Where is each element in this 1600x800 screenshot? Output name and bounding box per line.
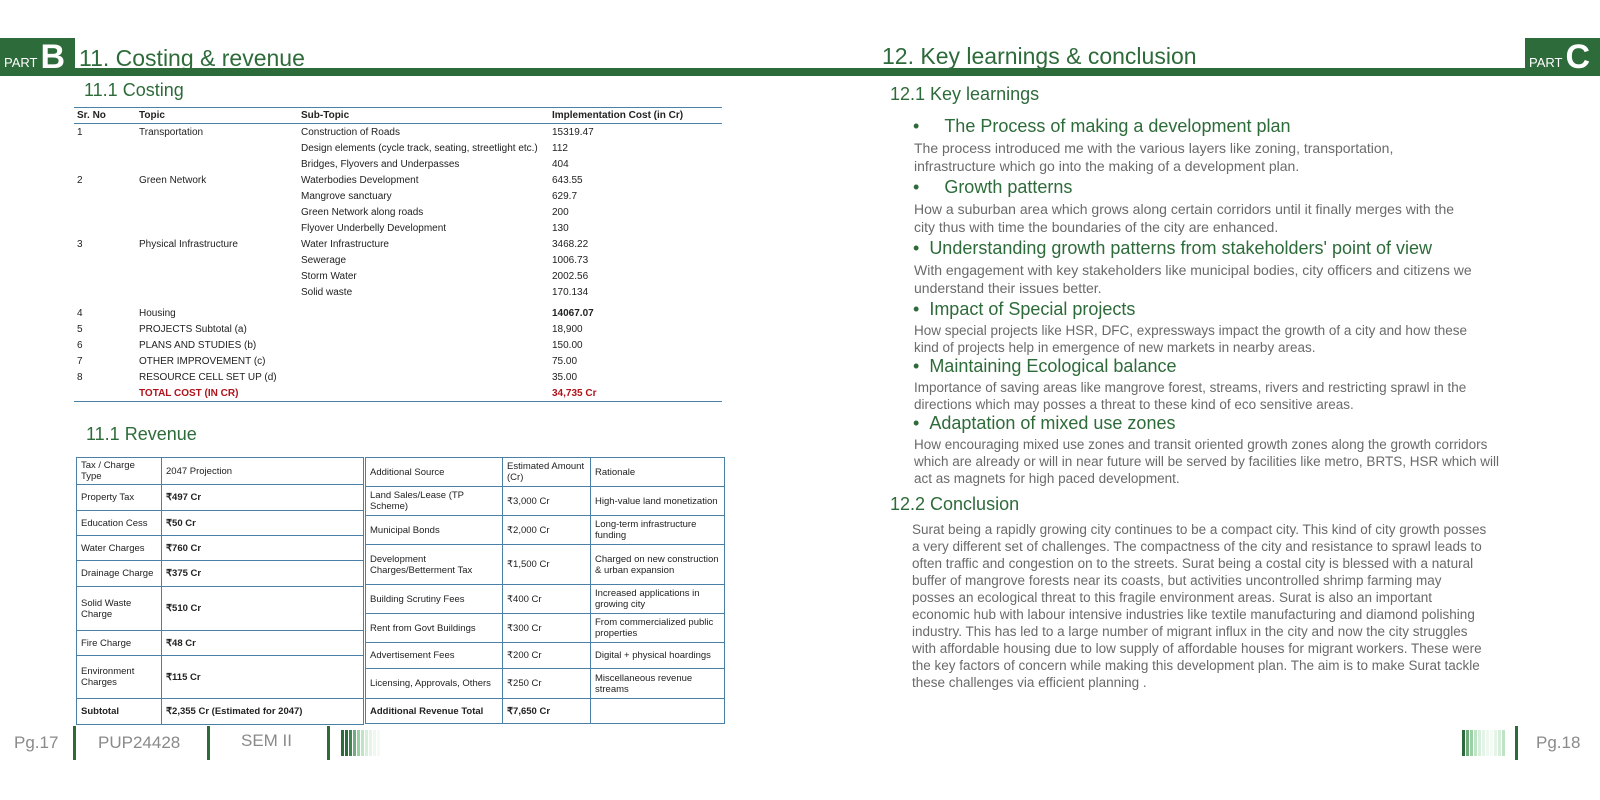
table-row	[77, 511, 364, 536]
cell: OTHER IMPROVEMENT (c)	[139, 355, 266, 367]
cell: 35.00	[552, 371, 578, 383]
cell: ₹3,000 Cr	[503, 487, 591, 516]
page-number-right: Pg.18	[1536, 733, 1581, 752]
learning-title: • The Process of making a development plan	[913, 116, 1291, 136]
cell: Sewerage	[301, 254, 347, 266]
learnings-heading: 12.1 Key learnings	[890, 84, 1040, 104]
cell	[298, 321, 549, 337]
cell: 1	[77, 126, 83, 138]
learning-text: How a suburban area which grows along certain corridors until it finally merges with the city thus with time the boundaries of the city are enhanced.	[914, 201, 1455, 235]
cell: Building Scrutiny Fees	[366, 585, 503, 614]
cell: ₹300 Cr	[503, 614, 591, 643]
cell: ₹510 Cr	[162, 587, 364, 631]
col-header: Implementation Cost (in Cr)	[549, 108, 722, 124]
cell: Waterbodies Development	[301, 174, 419, 186]
cell	[591, 699, 725, 724]
table-row	[74, 337, 722, 353]
page-title-right: 12. Key learnings & conclusion	[882, 43, 1197, 69]
cell: Housing	[139, 307, 176, 319]
col-header: Sr. No	[74, 108, 136, 124]
cell: 1006.73	[552, 254, 589, 266]
cell: ₹1,500 Cr	[503, 545, 591, 585]
cell	[136, 204, 298, 220]
cell: 14067.07	[552, 307, 594, 319]
col-header: Sub-Topic	[298, 108, 549, 124]
learning-title: • Adaptation of mixed use zones	[913, 413, 1176, 433]
table-row	[77, 631, 364, 656]
cell	[74, 284, 136, 300]
cell: RESOURCE CELL SET UP (d)	[139, 371, 277, 383]
cell	[136, 252, 298, 268]
cell: 629.7	[552, 190, 578, 202]
cell: Subtotal	[77, 699, 162, 725]
cell: Estimated Amount (Cr)	[503, 458, 591, 487]
cell	[74, 385, 136, 402]
cell: 643.55	[552, 174, 583, 186]
page-number-left: Pg.17	[14, 733, 59, 752]
cell: Land Sales/Lease (TP Scheme)	[366, 487, 503, 516]
table-row	[74, 321, 722, 337]
table-row	[77, 587, 364, 631]
table-row	[74, 172, 722, 188]
part-c-badge	[1525, 38, 1600, 76]
cell: Long-term infrastructure funding	[591, 516, 725, 545]
part-label: PART	[1529, 55, 1563, 70]
cell: Additional Source	[366, 458, 503, 487]
table-row	[366, 585, 725, 614]
cell: High-value land monetization	[591, 487, 725, 516]
cell: 75.00	[552, 355, 578, 367]
table-row	[74, 124, 722, 141]
cell: 404	[552, 158, 569, 170]
table-row	[74, 140, 722, 156]
cell: Flyover Underbelly Development	[301, 222, 447, 234]
cell: ₹7,650 Cr	[503, 699, 591, 724]
cell: ₹48 Cr	[162, 631, 364, 656]
cell: Storm Water	[301, 270, 357, 282]
cell	[74, 252, 136, 268]
table-row	[366, 487, 725, 516]
cell: Physical Infrastructure	[139, 238, 238, 250]
cell: Bridges, Flyovers and Underpasses	[301, 158, 460, 170]
revenue-tax-table	[76, 457, 364, 725]
table-row	[74, 284, 722, 300]
cell: PROJECTS Subtotal (a)	[139, 323, 247, 335]
cell: Water Charges	[77, 536, 162, 561]
cell	[298, 337, 549, 353]
cell: 2047 Projection	[162, 458, 364, 485]
learning-text: Importance of saving areas like mangrove forest, streams, rivers and restricting sprawl in the directions which may posses a threat to these kind of eco sensitive areas.	[914, 380, 1467, 412]
cell: Construction of Roads	[301, 126, 400, 138]
cell: ₹200 Cr	[503, 643, 591, 669]
cell: ₹375 Cr	[162, 561, 364, 587]
table-row	[366, 614, 725, 643]
revenue-additional-table	[365, 457, 725, 724]
cell	[74, 204, 136, 220]
course-code: PUP24428	[98, 733, 181, 752]
table-row	[74, 156, 722, 172]
cell: 5	[77, 323, 83, 335]
cell	[74, 220, 136, 236]
cell: Increased applications in growing city	[591, 585, 725, 614]
cell: ₹2,355 Cr (Estimated for 2047)	[162, 699, 364, 725]
table-row	[77, 485, 364, 511]
table-row	[74, 252, 722, 268]
table-row	[366, 458, 725, 487]
cell: 7	[77, 355, 83, 367]
learning-text: How special projects like HSR, DFC, expressways impact the growth of a city and how these kind of projects help in emergence of new markets in nearby areas.	[914, 323, 1467, 355]
cell: From commercialized public properties	[591, 614, 725, 643]
cell	[136, 268, 298, 284]
cell: 130	[552, 222, 569, 234]
cell	[298, 385, 549, 402]
footer-stripes-right	[1462, 730, 1506, 756]
cell: Additional Revenue Total	[366, 699, 503, 724]
cell: 8	[77, 371, 83, 383]
footer-divider	[327, 726, 330, 760]
table-row	[74, 353, 722, 369]
cell: ₹115 Cr	[162, 656, 364, 699]
table-row	[366, 643, 725, 669]
cell: Education Cess	[77, 511, 162, 536]
cell: Tax / Charge Type	[77, 458, 162, 485]
subtotal-row	[77, 699, 364, 725]
cell: 2	[77, 174, 83, 186]
cell: Water Infrastructure	[301, 238, 389, 250]
cell	[74, 140, 136, 156]
cell: Transportation	[139, 126, 204, 138]
cell: Design elements (cycle track, seating, streetlight etc.)	[301, 142, 538, 154]
cell: ₹2,000 Cr	[503, 516, 591, 545]
costing-table	[74, 107, 722, 402]
footer-divider	[73, 726, 76, 760]
table-row	[74, 268, 722, 284]
cell: Rent from Govt Buildings	[366, 614, 503, 643]
table-row	[74, 204, 722, 220]
table-row	[77, 536, 364, 561]
cell: Licensing, Approvals, Others	[366, 669, 503, 699]
cell: Development Charges/Betterment Tax	[366, 545, 503, 585]
cell: 15319.47	[552, 126, 594, 138]
cell: 2002.56	[552, 270, 589, 282]
table-row	[74, 220, 722, 236]
cell: Drainage Charge	[77, 561, 162, 587]
cell: Advertisement Fees	[366, 643, 503, 669]
table-row	[77, 458, 364, 485]
table-row	[366, 669, 725, 699]
cell	[136, 284, 298, 300]
table-row	[74, 300, 722, 321]
part-letter: C	[1565, 38, 1591, 76]
cell	[74, 156, 136, 172]
cell: Property Tax	[77, 485, 162, 511]
cell: Municipal Bonds	[366, 516, 503, 545]
costing-header-row	[74, 108, 722, 124]
cell: Charged on new construction & urban expansion	[591, 545, 725, 585]
cell	[298, 369, 549, 385]
cell	[298, 300, 549, 321]
cell: Environment Charges	[77, 656, 162, 699]
revenue-heading: 11.1 Revenue	[86, 424, 197, 444]
footer-stripes-left	[341, 730, 381, 756]
table-row	[74, 236, 722, 252]
cell: Digital + physical hoardings	[591, 643, 725, 669]
cell: Rationale	[591, 458, 725, 487]
cell	[136, 188, 298, 204]
table-row	[366, 545, 725, 585]
cell: Mangrove sanctuary	[301, 190, 392, 202]
table-row	[77, 656, 364, 699]
cell: Solid Waste Charge	[77, 587, 162, 631]
learning-text: How encouraging mixed use zones and transit oriented growth zones along the growth corridors which are already or will in near future will be served by facilities like metro, BRTS, HSR which will act as magnets for high paced development.	[914, 437, 1499, 486]
cell: ₹50 Cr	[162, 511, 364, 536]
learning-text: The process introduced me with the various layers like zoning, transportation, infrastructure which go into the making of a development plan.	[914, 140, 1394, 174]
page-title-left: 11. Costing & revenue	[79, 45, 305, 71]
cell: 6	[77, 339, 83, 351]
conclusion-text: Surat being a rapidly growing city continues to be a compact city. This kind of city growth posses a very different set of challenges. The compactness of the city and resistance to sprawl leads to often traffic and congestion on to the streets. Surat being a costal city is blessed with a natural buffer of mangrove forests near its coasts, but activities uncontrolled shrimp farming may posses an ecological threat to this fragile environment areas. Surat is also an important economic hub with labour intensive industries like textile manufacturing and diamond polishing industry. This has led to a large number of migrant influx in the city and now the city struggles with affordable housing due to low supply of affordable houses for migrant workers. These were the key factors of concern while making this development plan. The aim is to make Surat tackle these challenges via efficient planning .	[912, 522, 1487, 690]
cell	[136, 156, 298, 172]
part-label: PART	[4, 55, 38, 70]
table-row	[77, 561, 364, 587]
costing-heading: 11.1 Costing	[84, 80, 184, 100]
cell: 4	[77, 307, 83, 319]
cell: ₹250 Cr	[503, 669, 591, 699]
total-row	[366, 699, 725, 724]
cell	[136, 140, 298, 156]
cell: ₹760 Cr	[162, 536, 364, 561]
cell	[74, 188, 136, 204]
total-label: TOTAL COST (IN CR)	[136, 385, 298, 402]
conclusion-heading: 12.2 Conclusion	[890, 494, 1020, 514]
table-row	[74, 369, 722, 385]
learning-title: • Impact of Special projects	[913, 299, 1136, 319]
semester: SEM II	[241, 731, 293, 750]
cell: Green Network along roads	[301, 206, 424, 218]
col-header: Topic	[136, 108, 298, 124]
cell	[298, 353, 549, 369]
total-row	[74, 385, 722, 402]
part-letter: B	[40, 38, 66, 76]
total-value: 34,735 Cr	[549, 385, 722, 402]
cell: Miscellaneous revenue streams	[591, 669, 725, 699]
cell: 3468.22	[552, 238, 589, 250]
cell: ₹400 Cr	[503, 585, 591, 614]
cell	[74, 268, 136, 284]
cell: Green Network	[139, 174, 207, 186]
cell: 150.00	[552, 339, 583, 351]
cell: 200	[552, 206, 569, 218]
learning-text: With engagement with key stakeholders like municipal bodies, city officers and citizens we understand their issues better.	[914, 262, 1472, 296]
cell: 18,900	[552, 323, 583, 335]
footer-divider	[207, 726, 210, 760]
table-row	[74, 188, 722, 204]
learning-title: • Maintaining Ecological balance	[913, 356, 1177, 376]
cell: 170.134	[552, 286, 589, 298]
cell: Fire Charge	[77, 631, 162, 656]
cell: ₹497 Cr	[162, 485, 364, 511]
cell: 112	[552, 142, 568, 154]
table-row	[366, 516, 725, 545]
footer-divider	[1515, 726, 1518, 760]
part-b-badge	[0, 38, 75, 76]
cell: PLANS AND STUDIES (b)	[139, 339, 257, 351]
cell: Solid waste	[301, 286, 353, 298]
cell: 3	[77, 238, 83, 250]
cell	[136, 220, 298, 236]
learning-title: • Understanding growth patterns from stakeholders' point of view	[913, 238, 1433, 258]
learning-title: • Growth patterns	[913, 177, 1073, 197]
